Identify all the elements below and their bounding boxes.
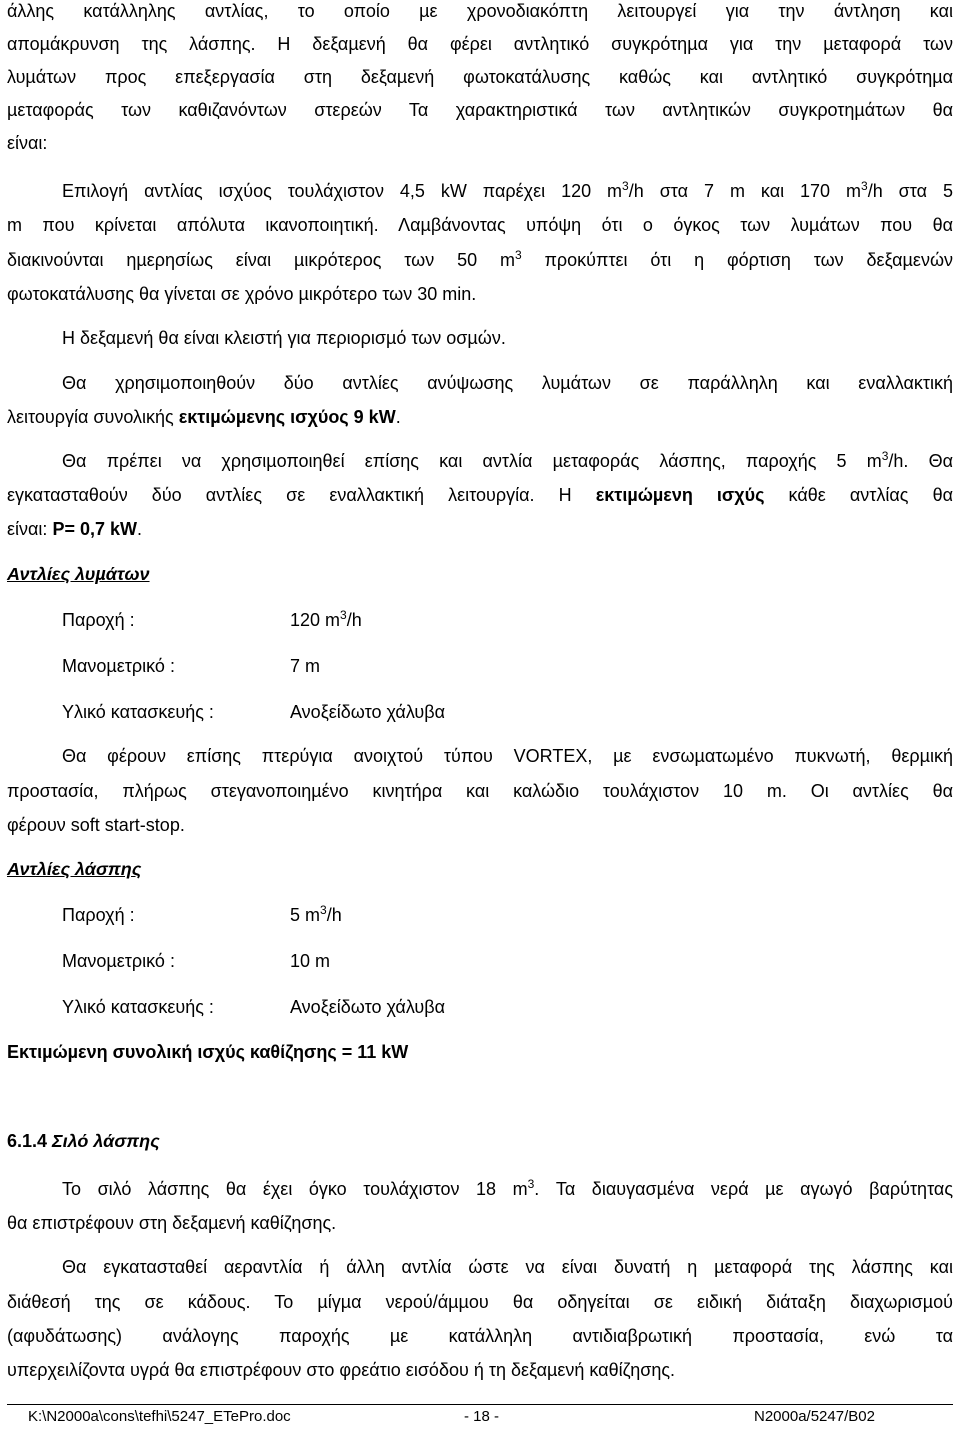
spec-value-head: 10 m [290,951,331,971]
spec-value-flow: 120 $m^3/h$ [290,608,362,630]
spec-label-head: Μανοµετρικό : [62,656,175,676]
spec-value-head: 7 m [290,656,321,676]
spec-label-flow: Παροχή : [62,905,135,925]
body-line: φωτοκατάλυσης θα γίνεται σε χρόνο µικρότερο των 30 min. [7,284,477,304]
body-line: λειτουργία συνολικής εκτιµώµενης ισχύος 9 kW. [7,407,401,427]
spec-label-head: Μανοµετρικό : [62,951,175,971]
section-header-sludge-pumps: Αντλίες λάσπης [7,859,142,879]
spec-value-material: Ανοξείδωτο χάλυβα [290,997,446,1017]
body-line: θα επιστρέφουν στη δεξαµενή καθίζησης. [7,1213,337,1233]
body-line: Το σιλό λάσπης θα έχει όγκο τουλάχιστον 18 $m^3$. Τα διαυγασµένα νερά µε αγωγό βαρύτητας [62,1177,954,1199]
total-power-line: Εκτιµώµενη συνολική ισχύς καθίζησης = 11 kW [7,1042,409,1062]
footer-page-number: - 18 - [464,1408,500,1425]
body-line: Επιλογή αντλίας ισχύος τουλάχιστον 4,5 kW παρέχει 120 $m^3/h$ στα 7 m και 170 $m^3/h$ στα 5 [62,179,953,201]
body-line: είναι: [7,133,48,153]
spec-label-material: Υλικό κατασκευής : [62,997,214,1017]
body-line: άλλης κατάλληλης αντλίας, το οποίο µε χρονοδιακόπτη λειτουργεί για την άντληση και [7,1,953,21]
body-line: είναι: P= 0,7 kW. [7,519,142,539]
spec-label-flow: Παροχή : [62,610,135,630]
body-line: Θα φέρουν επίσης πτερύγια ανοιχτού τύπου VORTEX, µε ενσωµατωµένο πυκνωτή, θερµική [62,746,953,766]
footer-file-path: K:\N2000a\cons\tefhi\5247_ETePro.doc [28,1408,291,1425]
spec-value-material: Ανοξείδωτο χάλυβα [290,702,446,722]
body-line: λυµάτων προς επεξεργασία στη δεξαµενή φωτοκατάλυσης καθώς και αντλητικό συγκρότηµα [7,67,953,87]
body-line: διακινούνται ηµερησίως είναι µικρότερος των 50 $m^3$ προκύπτει ότι η φόρτιση των δεξαµενών [7,248,953,270]
body-line: m που κρίνεται απόλυτα ικανοποιητική. Λαµβάνοντας υπόψη ότι ο όγκος των λυµάτων που θα [7,215,953,235]
body-line: Θα εγκατασταθεί αεραντλία ή άλλη αντλία ώστε να είναι δυνατή η µεταφορά της λάσπης και [62,1257,953,1277]
section-title-sludge-silo: 6.1.4 Σιλό λάσπης [7,1131,160,1151]
body-line: φέρουν soft start-stop. [7,815,185,835]
footer-doc-code: N2000a/5247/B02 [754,1408,875,1425]
footer-divider [7,1404,953,1405]
body-line: υπερχειλίζοντα υγρά θα επιστρέφουν στο φρεάτιο εισόδου ή τη δεξαµενή καθίζησης. [7,1360,676,1380]
body-line: (αφυδάτωσης) ανάλογης παροχής µε κατάλληλη αντιδιαβρωτική προστασία, ενώ τα [7,1326,953,1346]
body-line: προστασία, πλήρως στεγανοποιηµένο κινητήρα και καλώδιο τουλάχιστον 10 m. Οι αντλίες θα [7,781,953,801]
body-line: Θα χρησιµοποιηθούν δύο αντλίες ανύψωσης λυµάτων σε παράλληλη και εναλλακτική [62,373,953,393]
body-line: αποµάκρυνση της λάσπης. Η δεξαµενή θα φέρει αντλητικό συγκρότηµα για την µεταφορά των [7,34,953,54]
body-line: Η δεξαµενή θα είναι κλειστή για περιορισµό των οσµών. [62,328,506,348]
body-line: εγκατασταθούν δύο αντλίες σε εναλλακτική λειτουργία. Η εκτιµώµενη ισχύς κάθε αντλίας θα [7,485,953,505]
spec-label-material: Υλικό κατασκευής : [62,702,214,722]
section-header-sewage-pumps: Αντλίες λυµάτων [7,564,150,584]
body-line: µεταφοράς των καθιζανόντων στερεών Τα χαρακτηριστικά των αντλητικών συγκροτηµάτων θα [7,100,953,120]
spec-value-flow: 5 $m^3/h$ [290,903,342,925]
body-line: Θα πρέπει να χρησιµοποιηθεί επίσης και αντλία µεταφοράς λάσπης, παροχής 5 $m^3/h$. Θα [62,449,954,471]
body-line: διάθεσή της σε κάδους. Το µίγµα νερού/άµµου θα οδηγείται σε ειδική διάταξη διαχωρισµού [7,1292,953,1312]
